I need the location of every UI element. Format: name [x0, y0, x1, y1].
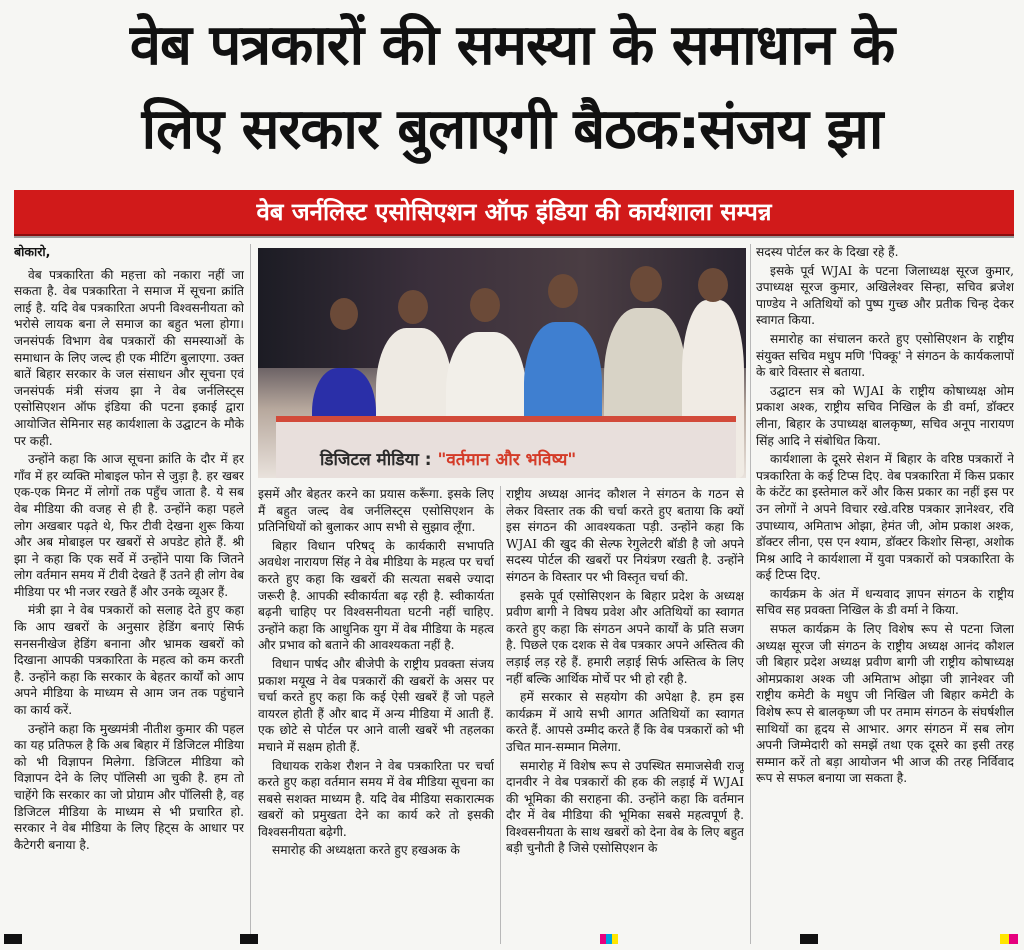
person-head: [330, 298, 358, 330]
article-column-3: [506, 486, 744, 944]
stage-banner-prefix: डिजिटल मीडिया :: [320, 450, 438, 470]
divider: [14, 236, 1014, 238]
paragraph: उन्होंने कहा कि मुख्यमंत्री नीतीश कुमार की पहल का यह प्रतिफल है कि अब बिहार में डिजिटल मीडिया को भी विज्ञापन मिलेगा. डिजिटल मीडिया को विज्ञापन देने के लिए पॉलिसी आ चुकी है. हम तो चाहेंगे कि सरकार का जो प्रोग्राम और पॉलिसी है, वह डिजिटल मीडिया के माध्यम से भी प्रचारित हो. सरकार ने वेब मीडिया के लिए हिट्स के आधार पर कैटेगरी बनाया है.: [14, 721, 244, 852]
paragraph: उद्घाटन सत्र को WJAI के राष्ट्रीय कोषाध्यक्ष ओम प्रकाश अश्क, राष्ट्रीय सचिव निखिल के डी वर्मा, डॉक्टर लीना, बिहार के उपाध्यक्ष बालकृष्ण, सचिव अनूप नारायण सिंह आदि ने संबोधित किया.: [756, 383, 1014, 448]
person-head: [470, 288, 500, 322]
paragraph: राष्ट्रीय अध्यक्ष आनंद कौशल ने संगठन के गठन से लेकर विस्तार तक की चर्चा करते हुए बताया कि क्यों इस संगठन की आवश्यकता पड़ी. उन्होंने कहा कि WJAI की खुद की सेल्फ रेगुलेटरी बॉडी है जो अपने सदस्य पोर्टल की खबरों पर नियंत्रण रखती है. उन्होंने संगठन के विस्तार पर भी विस्तृत चर्चा की.: [506, 487, 744, 584]
paragraph: सफल कार्यक्रम के लिए विशेष रूप से पटना जिला अध्यक्ष सूरज जी संगठन के राष्ट्रीय अध्यक्ष आनंद कौशल जी बिहार प्रदेश अध्यक्ष प्रवीण बागी जी राष्ट्रीय कोषाध्यक्ष ओमप्रकाश अश्क जी अमिताभ ओझा जी ज्ञानेश्वर जी राष्ट्रीय कमेटी के मधुप जी निखिल जी बिहार कमेटी के विशेष रूप से बालकृष्ण जी पर तमाम संगठन के संघर्षशील साथियों का हृदय से आभार. अगर संगठन में सब लोग अपनी जिम्मेदारी को समझें तथा एक दूसरे का इसी तरह सम्मान करें तो बड़ा आयोजन भी आज की तरह निर्विवाद रूप से सफल बनाया जा सकता है.: [756, 622, 1014, 786]
paragraph: विधान पार्षद और बीजेपी के राष्ट्रीय प्रवक्ता संजय प्रकाश मयूख ने वेब पत्रकारों की खबरों के असर पर चर्चा करते हुए कहा कि कई ऐसी खबरें हैं जो पहले वायरल होती हैं और बाद में अन्य मीडिया में आती हैं. एक छोटे से पोर्टल पर आने वाली खबरें भी तहलका मचाने में सक्षम होती हैं.: [258, 656, 494, 754]
headline-line-2: लिए सरकार बुलाएगी बैठक:संजय झा: [141, 97, 883, 162]
paragraph: समारोह में विशेष रूप से उपस्थित समाजसेवी राजू दानवीर ने वेब पत्रकारों की हक की लड़ाई में WJAI की भूमिका की सराहना की. उन्होंने कहा कि वर्तमान दौर में वेब मीडिया की भूमिका सबसे महत्वपूर्ण है. विश्वसनीयता के साथ खबरों को देना वेब के लिए बहुत बड़ी चुनौती है जिसे एसोसिएशन के: [506, 758, 744, 856]
paragraph: सदस्य पोर्टल कर के दिखा रहे हैं.: [756, 245, 899, 259]
paragraph: उन्होंने कहा कि आज सूचना क्रांति के दौर में हर गाँव में हर व्यक्ति मोबाइल फोन से जुड़ा है. हर खबर एक-एक मिनट में लोगों तक पहुँच जाता है. ये सब वेब मीडिया की वजह से ही है. उन्होंने कहा पहले लोग अखबार पढ़ते थे, फिर टीवी देखना शुरू किया और अब मोबाइल पर खबरों से अपडेट होते हैं. श्री झा ने कहा कि एक सर्वे में उन्होंने पाया कि जितने लोग वर्तमान समय में टीवी देखते हैं उतने ही लोग वेब मीडिया पर भी नजर रखते हैं और उनके व्यूअर हैं.: [14, 452, 244, 599]
registration-mark: [240, 934, 258, 944]
person-head: [398, 290, 428, 324]
paragraph: विधायक राकेश रौशन ने वेब पत्रकारिता पर चर्चा करते हुए कहा वर्तमान समय में वेब मीडिया सूचना का सबसे सशक्त माध्यम है. यदि वेब मीडिया सकारात्मक खबरों को प्रमुखता देने का कार्य करे तो इसकी विश्वसनीयता बढ़ेगी.: [258, 758, 494, 839]
subheading-banner: वेब जर्नलिस्ट एसोसिएशन ऑफ इंडिया की कार्यशाला सम्पन्न: [14, 190, 1014, 236]
article-column-1: [14, 244, 244, 944]
paragraph: वेब पत्रकारिता की महत्ता को नकारा नहीं जा सकता है. वेब पत्रकारिता ने समाज में सूचना क्रांति लाई है. यदि वेब पत्रकारिता अपनी विश्वसनीयता को भरोसे लायक बना ले समाज का बहुत भला होगा। जनसंपर्क विभाग वेब पत्रकारों की समस्याओं के समाधान के लिए जल्द ही एक मीटिंग बुलाएगा. उक्त बातें बिहार सरकार के जल संसाधन और सूचना एवं जनसंपर्क मंत्री संजय झा ने वेब जर्नलिस्ट्स एसोसिएशन ऑफ इंडिया की पटना इकाई द्वारा आयोजित सेमिनार सह कार्यशाला के उद्घाटन के मौके पर कही.: [14, 267, 244, 448]
article-column-4: [756, 244, 1014, 944]
person-head: [698, 268, 728, 302]
registration-mark: [800, 934, 818, 944]
person-head: [630, 266, 662, 302]
article-column-2: [258, 486, 494, 944]
paragraph: इसमें और बेहतर करने का प्रयास करूँगा. इसके लिए मैं बहुत जल्द वेब जर्नलिस्ट्स एसोसिएशन के प्रतिनिधियों को बुलाकर आप सभी से सुझाव लूँगा.: [258, 487, 494, 535]
paragraph: इसके पूर्व WJAI के पटना जिलाध्यक्ष सूरज कुमार, उपाध्यक्ष सूरज कुमार, अखिलेश्वर सिन्हा, सचिव ब्रजेश पाण्डेय ने अतिथियों को पुष्प गुच्छ और प्रतीक चिन्ह देकर स्वागत किया.: [756, 263, 1014, 328]
paragraph: इसके पूर्व एसोसिएशन के बिहार प्रदेश के अध्यक्ष प्रवीण बागी ने विषय प्रवेश और अतिथियों का स्वागत करते हुए कहा कि संगठन अपने कार्यों के प्रति सजग है. पिछले एक दशक से वेब पत्रकार अपने अस्तित्व की लड़ाई लड़ रहे हैं. हमारी लड़ाई सिर्फ अस्तित्व के लिए नहीं बल्कि आर्थिक मोर्चे पर भी हो रही है.: [506, 588, 744, 686]
column-divider: [750, 244, 751, 944]
column-divider: [250, 244, 251, 944]
stage-banner-highlight: "वर्तमान और भविष्य": [437, 450, 577, 470]
paragraph: समारोह का संचालन करते हुए एसोसिएशन के राष्ट्रीय संयुक्त सचिव मधुप मणि 'पिक्कू' ने संगठन के कार्यकलापों के बारे विस्तार से बताया.: [756, 331, 1014, 380]
column-divider: [500, 486, 501, 944]
paragraph: कार्यशाला के दूसरे सेशन में बिहार के वरिष्ठ पत्रकारों ने पत्रकारिता के कई टिप्स दिए. वेब पत्रकारिता में किस प्रकार के कंटेंट का इस्तेमाल करें और किस प्रकार का नहीं इस पर उन लोगों ने अपने विचार रखे.वरिष्ठ पत्रकार ज्ञानेश्वर, रवि उपाध्याय, अमिताभ ओझा, हेमंत जी, ओम प्रकाश अश्क, डॉक्टर लीना, एस एन श्याम, डॉक्टर किशोर सिन्हा, अशोक मिश्र आदि ने कार्यशाला में युवा पत्रकारों को पत्रकारिता के कई टिप्स दिए.: [756, 452, 1014, 583]
paragraph: समारोह की अध्यक्षता करते हुए हखअक के: [272, 843, 460, 858]
headline-line-1: वेब पत्रकारों की समस्या के समाधान के: [129, 13, 895, 78]
dateline: बोकारो,: [14, 244, 51, 259]
stage-banner-text: [320, 447, 576, 470]
paragraph: मंत्री झा ने वेब पत्रकारों को सलाह देते हुए कहा कि आप खबरों के अनुसार हेडिंग बनाएं सिर्फ सनसनीखेज हेडिंग बनाना और भ्रामक खबरों को दिखाना आपकी पत्रकारिता के महत्व को कम करती है. उन्होंने कहा कि सरकार के बेहतर कार्यों को आप अपने मीडिया के माध्यम से आम जन तक पहुंचाने का कार्य करें.: [14, 603, 244, 718]
registration-mark: [4, 934, 22, 944]
person-head: [548, 274, 578, 308]
paragraph: कार्यक्रम के अंत में धन्यवाद ज्ञापन संगठन के राष्ट्रीय सचिव सह प्रवक्ता निखिल के डी वर्मा ने किया.: [756, 586, 1014, 618]
registration-mark: [1000, 934, 1018, 944]
event-photo: [258, 248, 746, 478]
registration-mark: [600, 934, 618, 944]
paragraph: हमें सरकार से सहयोग की अपेक्षा है. हम इस कार्यक्रम में आये सभी आगत अतिथियों का स्वागत करते हैं. आपसे उम्मीद करते हैं कि वेब पत्रकारों को भी उचित मान-सम्मान मिलेगा.: [506, 690, 744, 754]
headline: [0, 4, 1024, 172]
paragraph: बिहार विधान परिषद् के कार्यकारी सभापति अवधेश नारायण सिंह ने वेब मीडिया के महत्व पर चर्चा करते हुए कहा कि खबरों की सत्यता सबसे ज्यादा जरूरी है. आपकी स्वीकार्यता बढ़ रही है. स्वीकार्यता बढ़नी चाहिए पर विश्वसनीयता घटनी नहीं चाहिए. उन्होंने कहा कि आधुनिक युग में वेब मीडिया के महत्व और प्रभाव को बताने की आवश्यकता नहीं है.: [258, 538, 494, 653]
